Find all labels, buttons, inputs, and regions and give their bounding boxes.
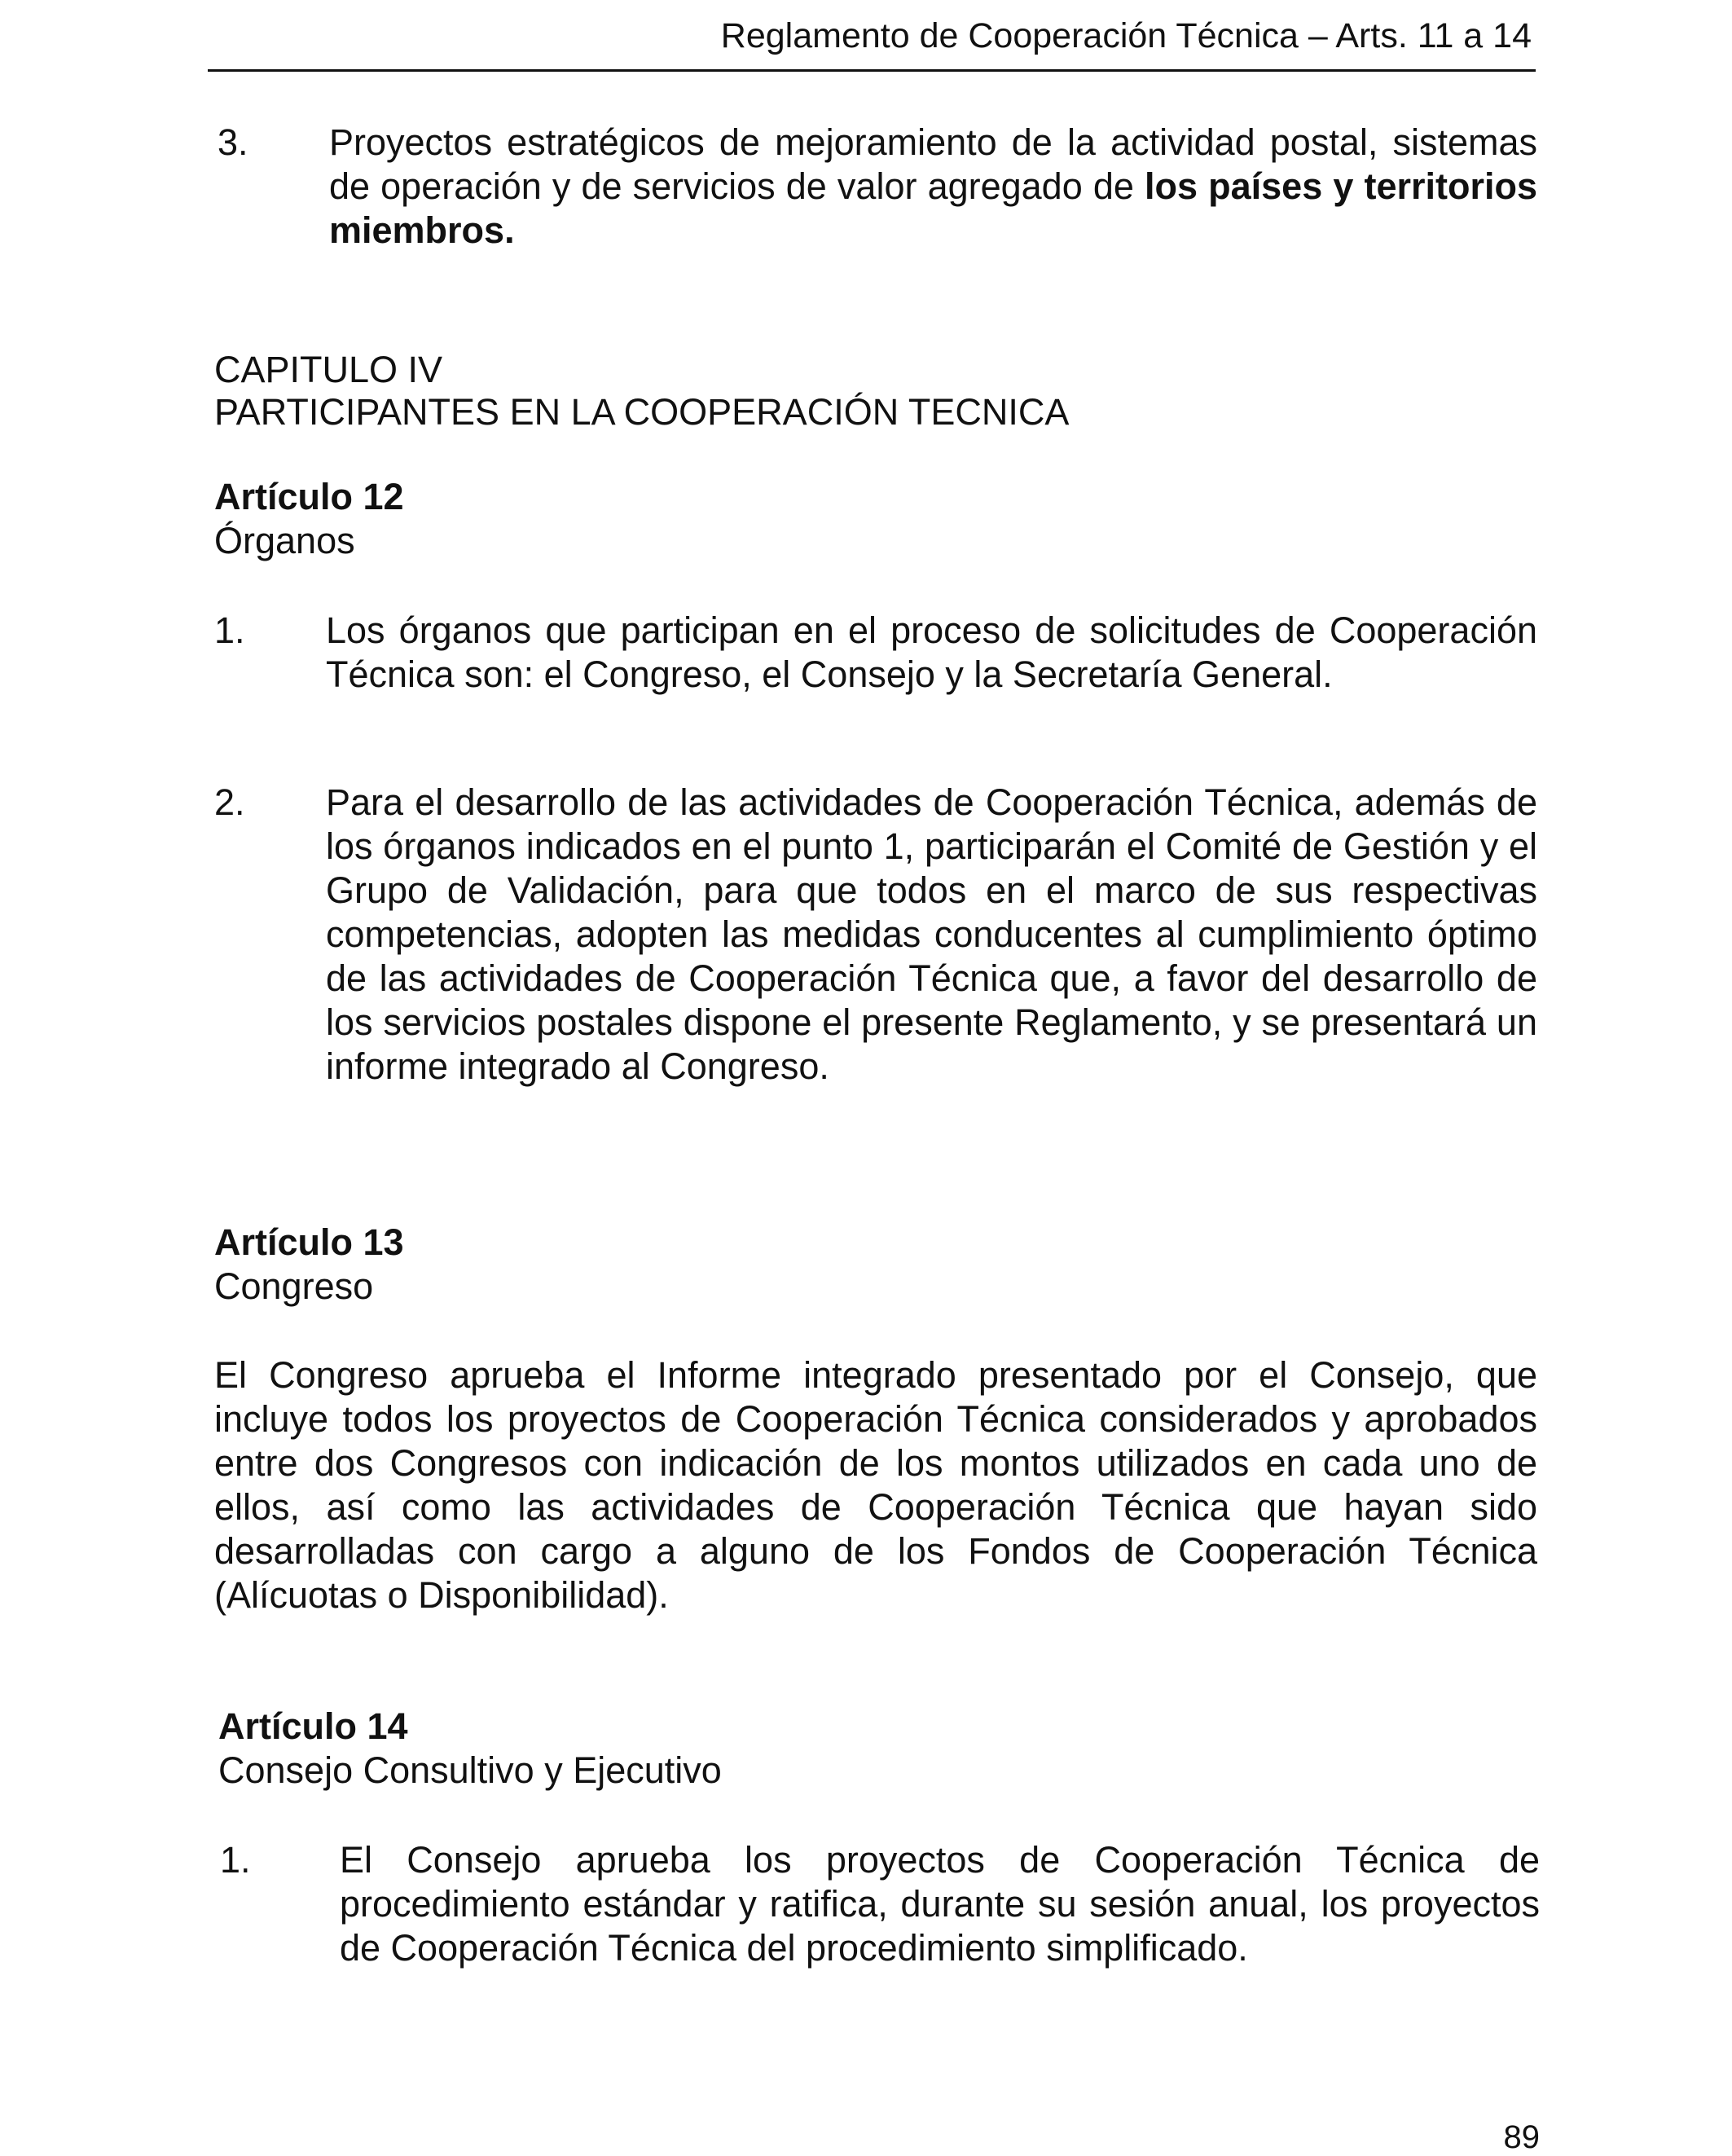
article12-subtitle: Órganos: [214, 520, 355, 561]
article13-heading: Artículo 13: [214, 1221, 404, 1263]
item-text-regular: Proyectos estratégicos de mejoramiento de la actividad postal, sistemas de operación y de servicios de valor agregado de: [329, 121, 1537, 207]
article14-heading: Artículo 14: [218, 1705, 408, 1747]
page-number: 89: [1503, 2119, 1540, 2155]
item-number: 1.: [220, 1839, 251, 1881]
article11-item-3: [218, 121, 1537, 259]
item-text-bold: los países y territorios miembros.: [329, 165, 1537, 251]
article13-body: El Congreso aprueba el Informe integrado presentado por el Consejo, que incluye todos los proyectos de Cooperación Técnica considerados y aprobados entre dos Congresos con indicación de los montos utilizados en cada uno de ellos, así como las actividades de Cooperación Técnica que hayan sido desarrolladas con cargo a alguno de los Fondos de Cooperación Técnica (Alícuotas o Disponibilidad).: [214, 1354, 1537, 1616]
item-text: Para el desarrollo de las actividades de Cooperación Técnica, además de los órganos indicados en el punto 1, participarán el Comité de Gestión y el Grupo de Validación, para que todos en el marco de sus respectivas competencias, adopten las medidas conducentes al cumplimiento óptimo de las actividades de Cooperación Técnica que, a favor del desarrollo de los servicios postales dispone el presente Reglamento, y se presentará un informe integrado al Congreso.: [326, 781, 1537, 1087]
item-text: Los órganos que participan en el proceso de solicitudes de Cooperación Técnica son: el Congreso, el Consejo y la Secretaría General.: [326, 609, 1537, 695]
item-number: 1.: [214, 609, 245, 651]
running-header: Reglamento de Cooperación Técnica – Arts. 11 a 14: [720, 16, 1532, 55]
item-number: 2.: [214, 781, 245, 823]
item-text: El Consejo aprueba los proyectos de Cooperación Técnica de procedimiento estándar y ratifica, durante su sesión anual, los proyectos de Cooperación Técnica del procedimiento simplificado.: [340, 1839, 1540, 1969]
item-number: 3.: [218, 121, 248, 163]
chapter-number: CAPITULO IV: [214, 349, 443, 390]
article12-item-2: [214, 781, 1537, 1139]
header-rule: [208, 69, 1536, 72]
article14-item-1: [220, 1838, 1540, 1977]
article12-heading: Artículo 12: [214, 476, 404, 517]
article14-subtitle: Consejo Consultivo y Ejecutivo: [218, 1749, 722, 1791]
article12-item-1: [214, 609, 1537, 747]
chapter-title: PARTICIPANTES EN LA COOPERACIÓN TECNICA: [214, 391, 1070, 433]
item-text: [329, 121, 1537, 253]
article13-subtitle: Congreso: [214, 1265, 374, 1307]
